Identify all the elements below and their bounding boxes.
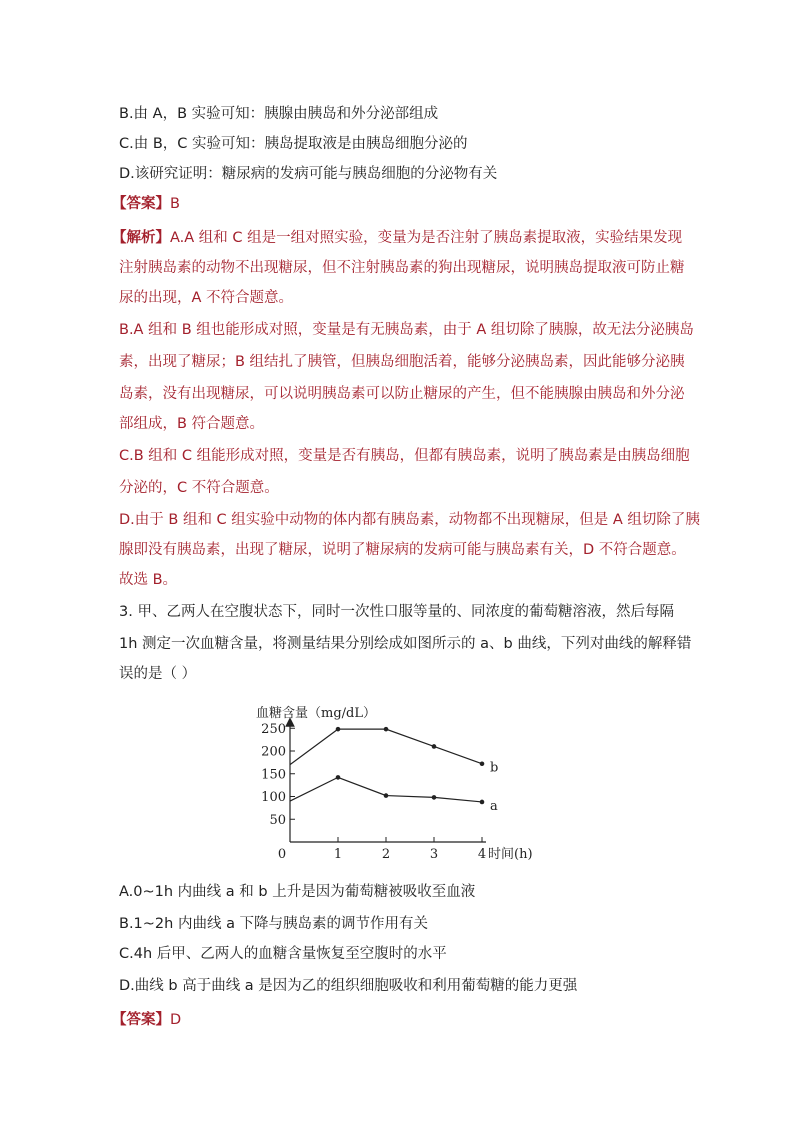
analysis-b-line-1: B.A 组和 B 组也能形成对照，变量是有无胰岛素，由于 A 组切除了胰腺，故无法分泌胰岛 (119, 322, 694, 338)
y-tick-label: 250 (261, 721, 286, 737)
q2-answer (112, 194, 180, 214)
series-label-a: a (490, 798, 498, 814)
analysis-a-line-1: 【解析】A.A 组和 C 组是一组对照实验，变量为是否注射了胰岛素提取液，实验结果发现 (112, 230, 683, 246)
series-label-b: b (490, 760, 499, 776)
chart-ylabel: 血糖含量（mg/dL） (256, 706, 376, 721)
analysis-c-line-1: C.B 组和 C 组能形成对照，变量是否有胰岛，但都有胰岛素，说明了胰岛素是由胰岛细胞 (119, 448, 690, 464)
analysis-b-line-3: 岛素，没有出现糖尿，可以说明胰岛素可以防止糖尿的产生，但不能胰腺由胰岛和外分泌 (119, 386, 685, 402)
answer-value: B (170, 196, 180, 212)
analysis-c-line-2: 分泌的，C 不符合题意。 (119, 480, 279, 496)
y-tick-label: 100 (261, 790, 286, 805)
q3-option-c: C.4h 后甲、乙两人的血糖含量恢复至空腹时的水平 (119, 946, 447, 962)
data-point-a (480, 800, 485, 805)
y-tick-label: 150 (261, 767, 286, 783)
analysis-d-line-2: 腺即没有胰岛素，出现了糖尿，说明了糖尿病的发病可能与胰岛素有关，D 不符合题意。 (119, 542, 686, 558)
answer-label: 【答案】 (112, 1012, 170, 1028)
blood-glucose-chart (248, 700, 558, 870)
answer-label: 【答案】 (112, 196, 170, 212)
analysis-a-line-3: 尿的出现，A 不符合题意。 (119, 290, 294, 306)
analysis-d-line-1: D.由于 B 组和 C 组实验中动物的体内都有胰岛素，动物都不出现糖尿，但是 A 组切除了胰 (119, 512, 700, 528)
x-tick-label: 1 (333, 847, 343, 862)
x-tick-label: 4 (477, 847, 487, 862)
x-tick-label: 2 (381, 847, 391, 862)
x-tick-label: 3 (429, 847, 439, 862)
y-tick-label: 200 (261, 744, 286, 760)
data-point-a (432, 795, 437, 800)
origin-label: 0 (277, 847, 287, 862)
answer-value: D (170, 1012, 182, 1028)
data-point-b (432, 744, 437, 749)
q2-option-c: C.由 B，C 实验可知：胰岛提取液是由胰岛细胞分泌的 (119, 136, 468, 152)
data-point-a (336, 775, 341, 780)
q3-option-d: D.曲线 b 高于曲线 a 是因为乙的组织细胞吸收和利用葡萄糖的能力更强 (119, 978, 578, 994)
analysis-label: 【解析】 (112, 230, 170, 246)
data-point-a (384, 793, 389, 798)
data-point-b (384, 727, 389, 732)
q2-option-b: B.由 A，B 实验可知：胰腺由胰岛和外分泌部组成 (119, 106, 439, 122)
data-point-b (336, 727, 341, 732)
q3-stem-line-1: 3. 甲、乙两人在空腹状态下，同时一次性口服等量的、同浓度的葡萄糖溶液，然后每隔 (119, 604, 674, 620)
analysis-b-line-4: 部组成，B 符合题意。 (119, 416, 265, 432)
q3-stem-line-3: 误的是（ ） (119, 666, 197, 682)
q3-option-a: A.0~1h 内曲线 a 和 b 上升是因为葡萄糖被吸收至血液 (119, 884, 476, 900)
series-line-b (290, 729, 482, 764)
q3-answer (112, 1010, 181, 1030)
q3-stem-line-2: 1h 测定一次血糖含量，将测量结果分别绘成如图所示的 a、b 曲线，下列对曲线的解释错 (119, 636, 692, 652)
data-point-b (480, 761, 485, 766)
analysis-a-line-2: 注射胰岛素的动物不出现糖尿，但不注射胰岛素的狗出现糖尿，说明胰岛提取液可防止糖 (119, 260, 685, 276)
q2-option-d: D.该研究证明：糖尿病的发病可能与胰岛细胞的分泌物有关 (119, 166, 498, 182)
analysis-b-line-2: 素，出现了糖尿；B 组结扎了胰管，但胰岛细胞活着，能够分泌胰岛素，因此能够分泌胰 (119, 354, 685, 370)
y-tick-label: 50 (269, 812, 286, 828)
q3-option-b: B.1~2h 内曲线 a 下降与胰岛素的调节作用有关 (119, 916, 429, 932)
chart-xlabel: 时间(h) (488, 847, 533, 862)
series-line-a (290, 777, 482, 802)
analysis-conclusion: 故选 B。 (119, 572, 178, 588)
